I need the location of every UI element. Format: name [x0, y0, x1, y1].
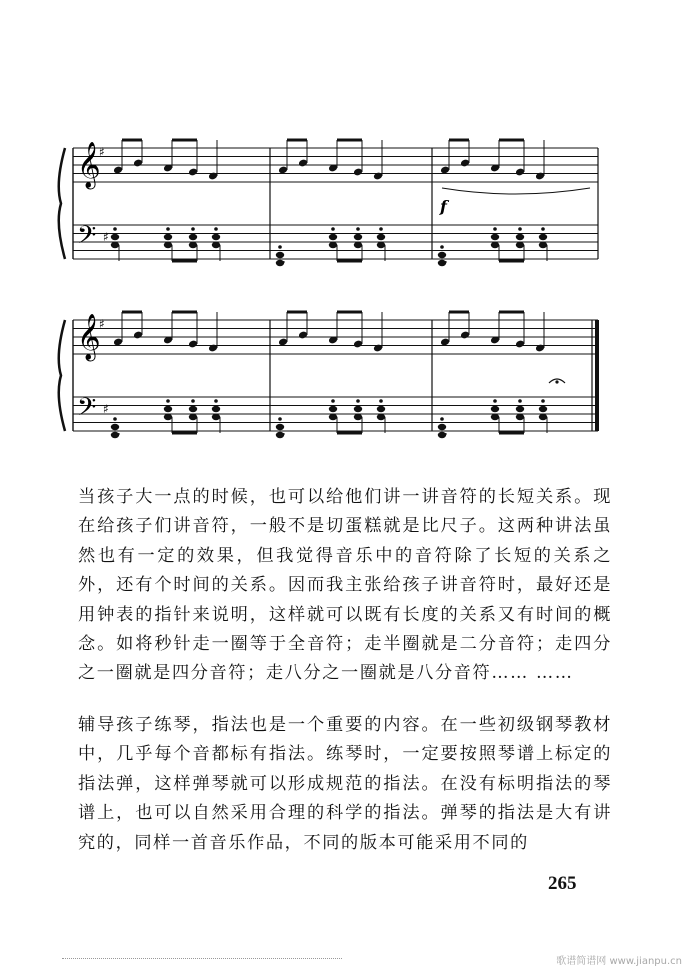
- note-head: [111, 424, 119, 430]
- staccato-dot: [331, 399, 335, 403]
- staccato-dot: [166, 399, 170, 403]
- note-head: [539, 414, 547, 420]
- note-head: [329, 242, 337, 248]
- note-head: [491, 406, 499, 412]
- staccato-dot: [518, 399, 522, 403]
- note-head: [276, 424, 284, 430]
- note-head: [491, 242, 499, 248]
- note-head: [212, 406, 220, 412]
- bass-clef-icon: 𝄢: [77, 221, 97, 256]
- note-head: [377, 414, 385, 420]
- fermata-dot: [555, 380, 558, 383]
- note-head: [438, 260, 446, 266]
- staccato-dot: [356, 227, 360, 231]
- scan-edge-dots: [62, 958, 342, 960]
- staccato-dot: [166, 227, 170, 231]
- page-number: 265: [548, 873, 577, 894]
- note-head: [354, 234, 362, 240]
- note-head: [189, 406, 197, 412]
- staccato-dot: [191, 399, 195, 403]
- note-head: [189, 234, 197, 240]
- note-head: [276, 260, 284, 266]
- key-signature-bass: ♯: [103, 230, 109, 244]
- staccato-dot: [518, 227, 522, 231]
- sheet-music: [0, 0, 690, 460]
- staccato-dot: [214, 399, 218, 403]
- slur: [442, 188, 590, 194]
- staccato-dot: [541, 399, 545, 403]
- key-signature-bass: ♯: [103, 402, 109, 416]
- note-head: [212, 234, 220, 240]
- note-head: [354, 414, 362, 420]
- note-head: [212, 242, 220, 248]
- score-system-1: [59, 140, 598, 266]
- note-head: [212, 414, 220, 420]
- staccato-dot: [379, 227, 383, 231]
- staccato-dot: [440, 245, 444, 249]
- note-head: [189, 414, 197, 420]
- brace-icon: [59, 148, 65, 259]
- paragraph-2: 辅导孩子练琴，指法也是一个重要的内容。在一些初级钢琴教材中，几乎每个音都标有指法。练琴时，一定要按照琴谱上标定的指法弹，这样弹琴就可以形成规范的指法。在没有标明指法的琴谱上，也可以自然采用合理的科学的指法。弹琴的指法是大有讲究的，同样一首音乐作品，不同的版本可能采用不同的: [78, 715, 612, 853]
- watermark: 歌谱简谱网 www.jianpu.cn: [556, 956, 682, 967]
- staccato-dot: [356, 399, 360, 403]
- bass-clef-icon: 𝄢: [77, 393, 97, 428]
- note-head: [276, 432, 284, 438]
- dynamic-marking: f: [440, 197, 447, 216]
- treble-clef-icon: 𝄞: [77, 314, 101, 360]
- note-head: [329, 406, 337, 412]
- note-head: [164, 234, 172, 240]
- note-head: [276, 252, 284, 258]
- note-head: [516, 242, 524, 248]
- note-head: [516, 234, 524, 240]
- staccato-dot: [113, 417, 117, 421]
- note-head: [111, 242, 119, 248]
- note-head: [354, 242, 362, 248]
- note-head: [354, 406, 362, 412]
- note-head: [377, 234, 385, 240]
- note-head: [539, 234, 547, 240]
- staccato-dot: [440, 417, 444, 421]
- note-head: [516, 406, 524, 412]
- brace-icon: [59, 320, 65, 431]
- note-head: [377, 406, 385, 412]
- staccato-dot: [379, 399, 383, 403]
- key-signature-treble: ♯: [99, 317, 105, 331]
- note-head: [329, 414, 337, 420]
- note-head: [516, 414, 524, 420]
- note-head: [111, 432, 119, 438]
- treble-clef-icon: 𝄞: [77, 142, 101, 188]
- note-head: [164, 414, 172, 420]
- staccato-dot: [113, 227, 117, 231]
- note-head: [438, 424, 446, 430]
- note-head: [539, 242, 547, 248]
- staccato-dot: [214, 227, 218, 231]
- note-head: [438, 432, 446, 438]
- note-head: [111, 234, 119, 240]
- staccato-dot: [278, 417, 282, 421]
- note-head: [377, 242, 385, 248]
- staccato-dot: [493, 399, 497, 403]
- staccato-dot: [541, 227, 545, 231]
- paragraph-1: 当孩子大一点的时候，也可以给他们讲一讲音符的长短关系。现在给孩子们讲音符，一般不是切蛋糕就是比尺子。这两种讲法虽然也有一定的效果，但我觉得音乐中的音符除了长短的关系之外，还有个时间的关系。因而我主张给孩子讲音符时，最好还是用钟表的指针来说明，这样就可以既有长度的关系又有时间的概念。如将秒针走一圈等于全音符；走半圈就是二分音符；走四分之一圈就是四分音符；走八分之一圈就是八分音符…… ……: [78, 487, 612, 684]
- staccato-dot: [331, 227, 335, 231]
- note-head: [164, 406, 172, 412]
- staccato-dot: [278, 245, 282, 249]
- note-head: [164, 242, 172, 248]
- note-head: [329, 234, 337, 240]
- note-head: [491, 234, 499, 240]
- final-barline-thick: [595, 320, 599, 431]
- note-head: [491, 414, 499, 420]
- score-system-2: [59, 312, 599, 438]
- staccato-dot: [191, 227, 195, 231]
- note-head: [539, 406, 547, 412]
- note-head: [438, 252, 446, 258]
- staccato-dot: [493, 227, 497, 231]
- note-head: [189, 242, 197, 248]
- key-signature-treble: ♯: [99, 145, 105, 159]
